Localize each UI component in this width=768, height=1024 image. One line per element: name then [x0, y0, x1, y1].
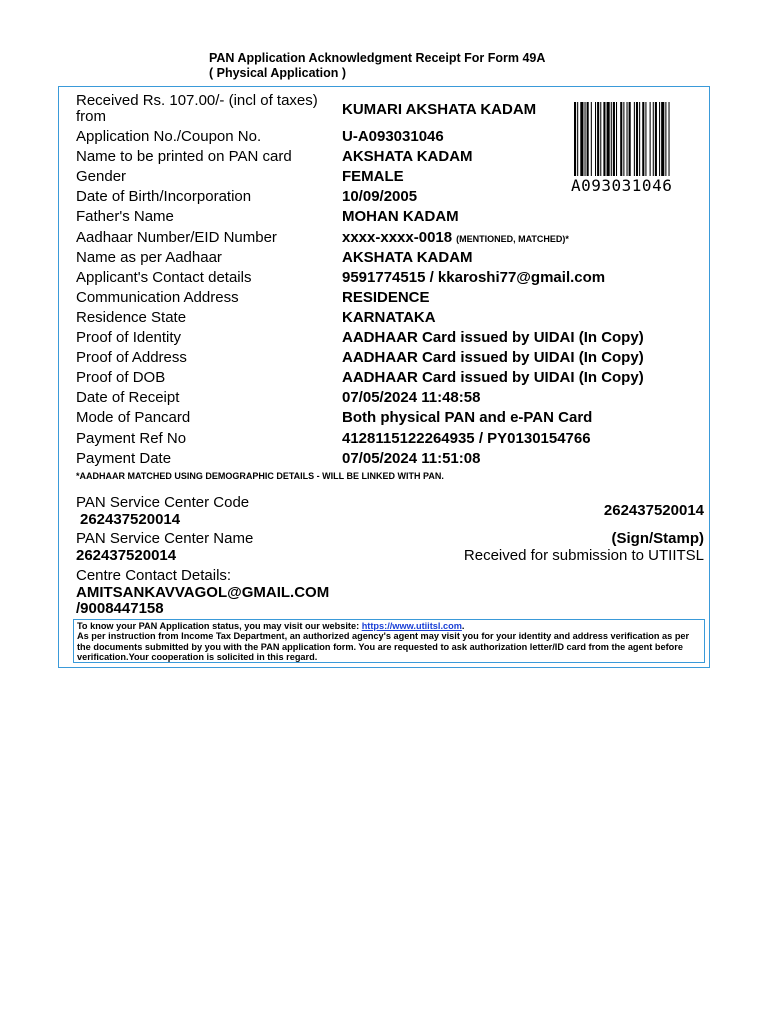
- title-line-2: ( Physical Application ): [209, 66, 347, 80]
- field-label: Payment Ref No: [76, 430, 187, 447]
- barcode-bar: [597, 102, 599, 176]
- field-value: [342, 349, 644, 366]
- field-value-text: AKSHATA KADAM: [342, 249, 473, 266]
- field-value-text: 4128115122264935 / PY0130154766: [342, 430, 591, 447]
- field-label: Aadhaar Number/EID Number: [76, 229, 277, 246]
- barcode-bar: [659, 102, 660, 176]
- field-label: Application No./Coupon No.: [76, 128, 262, 145]
- barcode-bar: [661, 102, 664, 176]
- field-value-text: 10/09/2005: [342, 188, 418, 205]
- received-for-submission: Received for submission to UTIITSL: [463, 547, 704, 564]
- field-label: Proof of Address: [76, 349, 187, 366]
- utiitsl-website-link[interactable]: https://www.utiitsl.com: [361, 621, 462, 631]
- field-value-text: 07/05/2024 11:48:58: [342, 389, 481, 406]
- field-value: [342, 269, 605, 286]
- barcode-bar: [607, 102, 610, 176]
- service-center-name-value: 262437520014: [76, 547, 177, 564]
- field-value-text: U-A093031046: [342, 128, 444, 145]
- field-value-text: MOHAN KADAM: [342, 208, 459, 225]
- received-label-line-2: from: [76, 108, 106, 125]
- field-label: Mode of Pancard: [76, 409, 191, 426]
- sign-stamp: (Sign/Stamp): [611, 530, 704, 547]
- field-value-text: FEMALE: [342, 168, 404, 185]
- field-label: Proof of DOB: [76, 369, 166, 386]
- barcode-bar: [629, 102, 631, 176]
- centre-contact-email: AMITSANKAVVAGOL@GMAIL.COM: [76, 584, 330, 601]
- field-value-text: AADHAAR Card issued by UIDAI (In Copy): [342, 369, 644, 386]
- barcode-bar: [577, 102, 578, 176]
- barcode-bar: [616, 102, 617, 176]
- aadhaar-note: *AADHAAR MATCHED USING DEMOGRAPHIC DETAILS - WILL BE LINKED WITH PAN.: [76, 471, 444, 481]
- info-status-line: [77, 621, 701, 631]
- info-box: [73, 619, 705, 663]
- barcode-bar: [580, 102, 583, 176]
- barcode-bar: [620, 102, 622, 176]
- barcode-bar: [591, 102, 592, 176]
- field-value-suffix: (MENTIONED, MATCHED)*: [456, 234, 569, 244]
- info-verification-paragraph: As per instruction from Income Tax Department, an authorized agency's agent may visit you for your identity and address verification as per the documents submitted by you with the PAN application form. You are requested to ask authorization letter/ID card from the agent before verification.Your cooperation is solicited in this regard.: [77, 631, 690, 663]
- service-center-name-label: PAN Service Center Name: [76, 530, 254, 547]
- field-value: [342, 430, 591, 447]
- field-value-text: AADHAAR Card issued by UIDAI (In Copy): [342, 329, 644, 346]
- field-label: Name to be printed on PAN card: [76, 148, 292, 165]
- barcode-bar: [613, 102, 615, 176]
- barcode-bar: [645, 102, 646, 176]
- service-center-code-right: 262437520014: [603, 502, 704, 519]
- barcode-bar: [574, 102, 576, 176]
- field-value: [342, 208, 459, 225]
- barcode-bar: [600, 102, 601, 176]
- barcode-bar: [595, 102, 596, 176]
- barcode-bar: [603, 102, 605, 176]
- field-value: [342, 289, 430, 306]
- field-value: [342, 249, 473, 266]
- barcode-bar: [653, 102, 654, 176]
- receipt-title: [209, 51, 545, 81]
- received-label-line-1: Received Rs. 107.00/- (incl of taxes): [76, 92, 318, 109]
- field-value: [342, 309, 436, 326]
- field-value: [342, 369, 644, 386]
- service-center-code-value: 262437520014: [80, 511, 181, 528]
- barcode-bar: [587, 102, 589, 176]
- received-from-value: KUMARI AKSHATA KADAM: [342, 101, 537, 118]
- barcode-bar: [585, 102, 586, 176]
- field-value-text: 9591774515 / kkaroshi77@gmail.com: [342, 269, 606, 286]
- field-value: [342, 389, 480, 406]
- field-value-text: Both physical PAN and e-PAN Card: [342, 409, 593, 426]
- field-label: Residence State: [76, 309, 187, 326]
- field-label: Father's Name: [76, 208, 174, 225]
- received-label: [76, 93, 318, 125]
- barcode-bar: [665, 102, 666, 176]
- field-value-text: AKSHATA KADAM: [342, 148, 473, 165]
- barcode-bar: [669, 102, 670, 176]
- field-label: Applicant's Contact details: [76, 269, 252, 286]
- field-value: [342, 188, 417, 205]
- barcode-bar: [650, 102, 651, 176]
- field-value: [342, 229, 569, 248]
- barcode-bar: [627, 102, 628, 176]
- field-label: Communication Address: [76, 289, 239, 306]
- field-value: [342, 329, 644, 346]
- field-label: Payment Date: [76, 450, 172, 467]
- field-value: [342, 168, 404, 185]
- barcode-bar: [636, 102, 638, 176]
- field-value-text: 07/05/2024 11:51:08: [342, 450, 481, 467]
- barcode-bar: [611, 102, 612, 176]
- field-value: [342, 450, 480, 467]
- field-label: Gender: [76, 168, 127, 185]
- centre-contact-label: Centre Contact Details:: [76, 567, 232, 584]
- field-label: Date of Birth/Incorporation: [76, 188, 252, 205]
- field-label: Name as per Aadhaar: [76, 249, 222, 266]
- barcode-bar: [655, 102, 657, 176]
- field-value-text: xxxx-xxxx-0018: [342, 229, 453, 246]
- info-status-period: .: [461, 621, 465, 631]
- service-center-code-label: PAN Service Center Code: [76, 494, 250, 511]
- barcode-bar: [623, 102, 624, 176]
- field-value: [342, 128, 444, 145]
- field-value-text: KARNATAKA: [342, 309, 436, 326]
- barcode: [574, 102, 698, 176]
- field-value-text: AADHAAR Card issued by UIDAI (In Copy): [342, 349, 644, 366]
- field-label: Date of Receipt: [76, 389, 180, 406]
- field-value: [342, 409, 592, 426]
- field-value-text: RESIDENCE: [342, 289, 430, 306]
- barcode-bar: [639, 102, 640, 176]
- barcode-number: A093031046: [571, 176, 673, 195]
- field-label: Proof of Identity: [76, 329, 182, 346]
- barcode-bar: [634, 102, 635, 176]
- centre-contact-phone: /9008447158: [76, 600, 164, 617]
- info-status-text: To know your PAN Application status, you may visit our website:: [77, 621, 362, 631]
- title-line-1: PAN Application Acknowledgment Receipt For Form 49A: [209, 51, 546, 65]
- barcode-bar: [642, 102, 644, 176]
- field-value: [342, 148, 473, 165]
